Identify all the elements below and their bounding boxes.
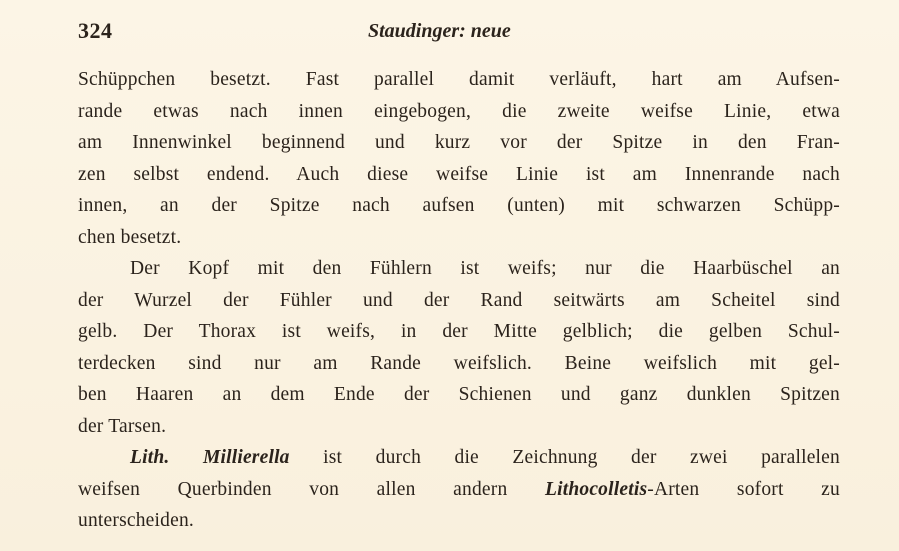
text-line: zen selbst endend. Auch diese weifse Linie ist am Innenrande nach bbox=[78, 163, 840, 185]
text-line: der Wurzel der Fühler und der Rand seitwärts am Scheitel sind bbox=[78, 289, 840, 311]
text-line: am Innenwinkel beginnend und kurz vor der Spitze in den Fran- bbox=[78, 132, 840, 153]
text-span: ist durch die Zeichnung der zwei parallelen bbox=[289, 447, 840, 468]
genus-name: Lithocolletis bbox=[544, 478, 648, 500]
text-span: weifsen Querbinden von allen andern bbox=[78, 478, 545, 500]
running-head: Staudinger: neue bbox=[368, 20, 511, 42]
text-line: der Tarsen. bbox=[78, 415, 167, 437]
text-line: Der Kopf mit den Fühlern ist weifs; nur die Haarbüschel an bbox=[130, 258, 840, 279]
text-line: innen, an der Spitze nach aufsen (unten) mit schwarzen Schüpp- bbox=[78, 195, 840, 216]
body-text bbox=[78, 64, 840, 537]
text-line: terdecken sind nur am Rande weifslich. Beine weifslich mit gel- bbox=[78, 352, 840, 374]
text-line: gelb. Der Thorax ist weifs, in der Mitte gelblich; die gelben Schul- bbox=[78, 321, 840, 342]
text-line: ben Haaren an dem Ende der Schienen und ganz dunklen Spitzen bbox=[78, 384, 840, 405]
page-number: 324 bbox=[78, 18, 113, 43]
text-line: Schüppchen besetzt. Fast parallel damit verläuft, hart am Aufsen- bbox=[78, 69, 840, 90]
text-line bbox=[78, 442, 840, 474]
text-line: rande etwas nach innen eingebogen, die zweite weifse Linie, etwa bbox=[78, 100, 840, 122]
text-line: unterscheiden. bbox=[78, 510, 194, 531]
species-name: Lith. Millierella bbox=[130, 447, 290, 468]
text-line: chen besetzt. bbox=[78, 226, 182, 248]
text-line bbox=[78, 474, 840, 506]
text-span: -Arten sofort zu bbox=[647, 478, 840, 500]
page-header bbox=[78, 18, 839, 48]
